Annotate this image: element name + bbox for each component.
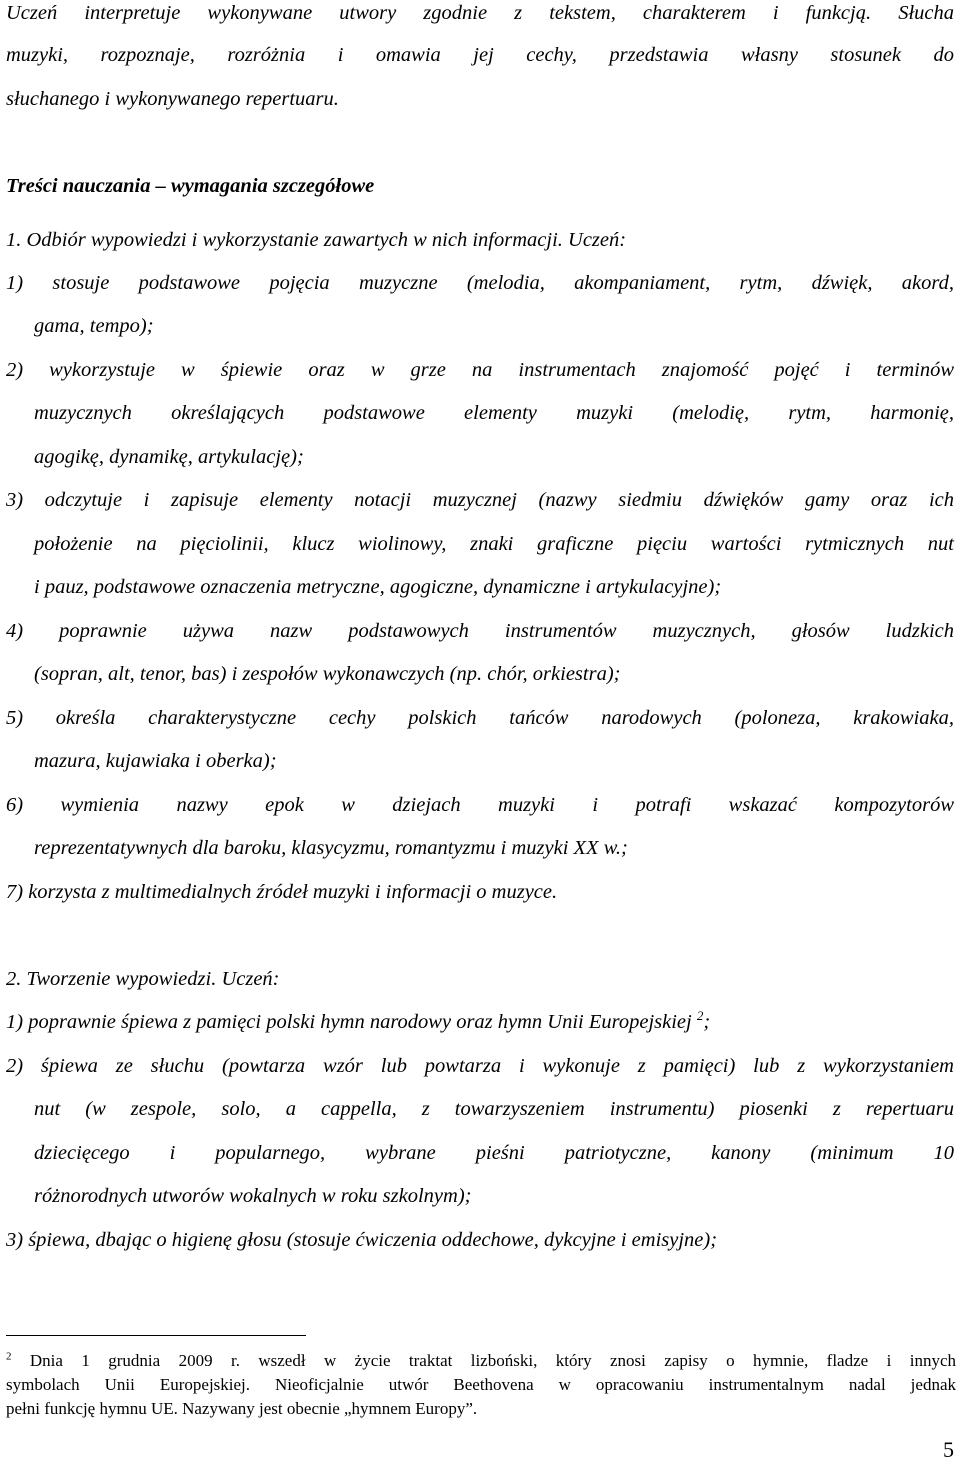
footnote-line-3: pełni funkcję hymnu UE. Nazywany jest obecnie „hymnem Europy”. xyxy=(6,1399,478,1418)
page-number: 5 xyxy=(943,1437,954,1462)
section-2-title: 2. Tworzenie wypowiedzi. Uczeń: xyxy=(6,968,280,990)
footnote-line-1-text: Dnia 1 grudnia 2009 r. wszedł w życie traktat lizboński, który znosi zapisy o hymnie, fladze i innych xyxy=(11,1351,956,1370)
s1-item-6-line-1: 6) wymienia nazwy epok w dziejach muzyki i potrafi wskazać kompozytorów xyxy=(6,794,954,816)
section-heading: Treści nauczania – wymagania szczegółowe xyxy=(6,175,375,197)
s2-item-1 xyxy=(6,1009,954,1035)
footnote-ref[interactable]: 2 xyxy=(696,1008,704,1024)
footnote-mark: 2 xyxy=(6,1350,12,1363)
s1-item-4-line-1: 4) poprawnie używa nazw podstawowych instrumentów muzycznych, głosów ludzkich xyxy=(6,620,954,642)
footnote-line-2: symbolach Unii Europejskiej. Nieoficjalnie utwór Beethovena w opracowaniu instrumentalnym nadal jednak xyxy=(6,1375,956,1394)
s1-item-5-line-1: 5) określa charakterystyczne cechy polskich tańców narodowych (poloneza, krakowiaka, xyxy=(6,707,954,729)
s2-item-2-line-2: nut (w zespole, solo, a cappella, z towarzyszeniem instrumentu) piosenki z repertuaru xyxy=(34,1098,954,1120)
s1-item-3-line-1: 3) odczytuje i zapisuje elementy notacji muzycznej (nazwy siedmiu dźwięków gamy oraz ich xyxy=(6,489,954,511)
footnote-line-1 xyxy=(6,1350,956,1372)
s1-item-6-line-2: reprezentatywnych dla baroku, klasycyzmu, romantyzmu i muzyki XX w.; xyxy=(34,837,628,859)
s1-item-5-line-2: mazura, kujawiaka i oberka); xyxy=(34,750,277,772)
intro-line-2: muzyki, rozpoznaje, rozróżnia i omawia jej cechy, przedstawia własny stosunek do xyxy=(6,44,954,66)
s1-item-3-line-2: położenie na pięciolinii, klucz wiolinowy, znaki graficzne pięciu wartości rytmicznych nut xyxy=(34,533,954,555)
s1-item-2-line-2: muzycznych określających podstawowe elementy muzyki (melodię, rytm, harmonię, xyxy=(34,402,954,424)
s1-item-1-line-2: gama, tempo); xyxy=(34,315,154,337)
intro-line-1: Uczeń interpretuje wykonywane utwory zgodnie z tekstem, charakterem i funkcją. Słucha xyxy=(6,2,954,24)
s1-item-7-line-1: 7) korzysta z multimedialnych źródeł muzyki i informacji o muzyce. xyxy=(6,881,558,903)
s1-item-1-line-1: 1) stosuje podstawowe pojęcia muzyczne (melodia, akompaniament, rytm, dźwięk, akord, xyxy=(6,272,954,294)
s1-item-4-line-2: (sopran, alt, tenor, bas) i zespołów wykonawczych (np. chór, orkiestra); xyxy=(34,663,621,685)
s2-item-3: 3) śpiewa, dbając o higienę głosu (stosuje ćwiczenia oddechowe, dykcyjne i emisyjne); xyxy=(6,1229,718,1251)
s1-item-2-line-3: agogikę, dynamikę, artykulację); xyxy=(34,446,304,468)
s2-item-2-line-1: 2) śpiewa ze słuchu (powtarza wzór lub powtarza i wykonuje z pamięci) lub z wykorzystaniem xyxy=(6,1055,954,1077)
footnote-separator xyxy=(6,1335,306,1336)
s2-item-1-text: 1) poprawnie śpiewa z pamięci polski hymn narodowy oraz hymn Unii Europejskiej xyxy=(6,1011,692,1033)
intro-line-3: słuchanego i wykonywanego repertuaru. xyxy=(6,88,339,110)
s2-item-2-line-4: różnorodnych utworów wokalnych w roku szkolnym); xyxy=(34,1185,472,1207)
section-1-title: 1. Odbiór wypowiedzi i wykorzystanie zawartych w nich informacji. Uczeń: xyxy=(6,229,627,251)
s1-item-2-line-1: 2) wykorzystuje w śpiewie oraz w grze na instrumentach znajomość pojęć i terminów xyxy=(6,359,954,381)
s2-item-2-line-3: dziecięcego i popularnego, wybrane pieśni patriotyczne, kanony (minimum 10 xyxy=(34,1142,954,1164)
s1-item-3-line-3: i pauz, podstawowe oznaczenia metryczne, agogiczne, dynamiczne i artykulacyjne); xyxy=(34,576,722,598)
s2-item-1-end: ; xyxy=(703,1011,711,1033)
